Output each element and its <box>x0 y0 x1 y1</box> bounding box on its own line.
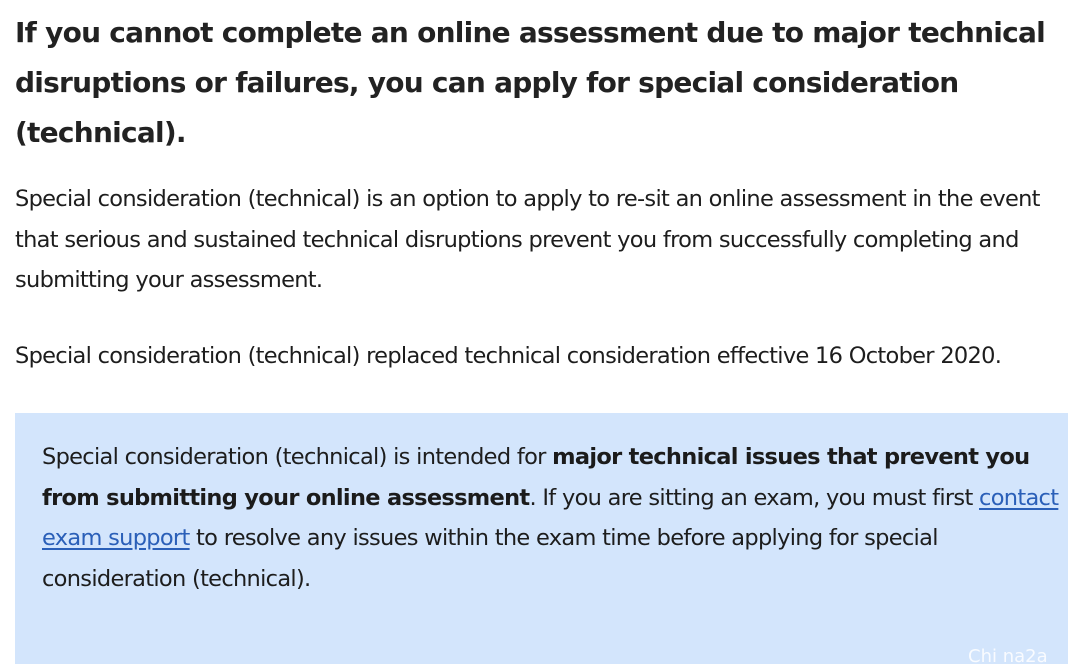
callout-text-end: to resolve any issues within the exam time before applying for special consideration (technical). <box>42 525 938 592</box>
watermark: Chi na2a <box>968 646 1048 667</box>
effective-date-paragraph: Special consideration (technical) replaced technical consideration effective 16 October 2020. <box>15 343 1002 369</box>
callout-text <box>42 437 1062 599</box>
callout-bold-text: major technical issues that prevent you from submitting your online assessment <box>42 444 1030 511</box>
intro-paragraph: Special consideration (technical) is an option to apply to re-sit an online assessment in the event that serious and sustained technical disruptions prevent you from successfully completing and submitting your assessment. <box>15 186 1040 293</box>
contact-exam-support-link[interactable]: contact exam support <box>42 484 1059 551</box>
callout-text-intro: Special consideration (technical) is intended for <box>42 444 553 470</box>
info-callout <box>15 413 1068 664</box>
page-heading: If you cannot complete an online assessment due to major technical disruptions or failures, you can apply for special consideration (technical). <box>15 16 1045 149</box>
callout-text-middle: . If you are sitting an exam, you must first <box>529 484 980 511</box>
